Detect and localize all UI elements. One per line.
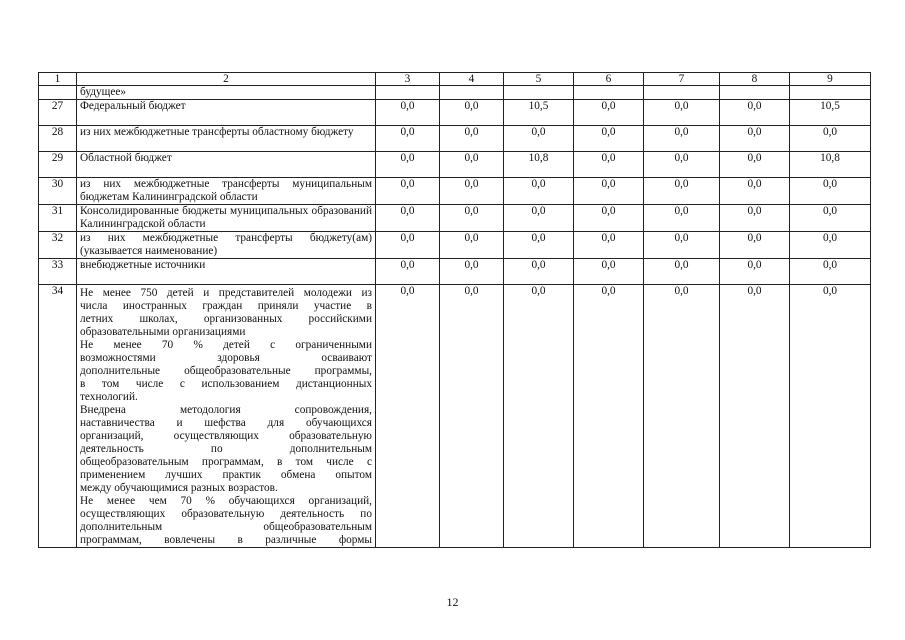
description-line: Внедрена методология сопровождения,: [80, 404, 372, 416]
row-value: 0,0: [504, 259, 574, 285]
column-header: 6: [574, 73, 644, 86]
row-value: 0,0: [574, 126, 644, 152]
row-value: 0,0: [720, 259, 790, 285]
column-header: 4: [440, 73, 504, 86]
description-line: осуществляющих образовательную деятельность по: [80, 508, 372, 520]
row-value: 0,0: [574, 232, 644, 259]
description-line: в том числе с использованием дистанционных: [80, 378, 372, 390]
row-value: 0,0: [644, 178, 720, 205]
row-value: 10,8: [790, 152, 871, 178]
row-value: 0,0: [504, 178, 574, 205]
row-value: [790, 86, 871, 100]
row-value: 0,0: [644, 100, 720, 126]
row-value: 0,0: [376, 100, 440, 126]
row-value: 0,0: [574, 152, 644, 178]
row-value: 0,0: [440, 285, 504, 548]
column-header: 1: [39, 73, 77, 86]
row-number: 31: [39, 205, 77, 232]
row-value: [376, 86, 440, 100]
row-value: 0,0: [440, 126, 504, 152]
table-row: [39, 205, 871, 232]
table-row-34: [39, 285, 871, 548]
row-value: 0,0: [720, 152, 790, 178]
row-description: Федеральный бюджет: [77, 100, 376, 126]
column-header: 9: [790, 73, 871, 86]
row-number: 34: [39, 285, 77, 548]
description-line: технологий.: [80, 391, 138, 403]
row-value: 0,0: [720, 126, 790, 152]
description-line: Не менее 750 детей и представителей молодежи из: [80, 287, 372, 299]
description-line: Не менее 70 % детей с ограниченными: [80, 339, 372, 351]
description-line: образовательными организациями: [80, 326, 246, 338]
row-value: 10,5: [790, 100, 871, 126]
row-number: 30: [39, 178, 77, 205]
row-value: 0,0: [376, 178, 440, 205]
description-line: применением лучших практик обмена опытом: [80, 469, 372, 481]
row-value: 0,0: [790, 285, 871, 548]
column-header: 8: [720, 73, 790, 86]
table-row-continued: [39, 86, 871, 100]
row-value: 0,0: [644, 152, 720, 178]
row-value: 10,8: [504, 152, 574, 178]
row-value: 0,0: [720, 285, 790, 548]
page-number: 12: [446, 595, 459, 609]
row-value: 0,0: [644, 259, 720, 285]
row-value: [574, 86, 644, 100]
row-value: 0,0: [790, 259, 871, 285]
description-line: между обучающимися разных возрастов.: [80, 482, 278, 494]
row-value: 0,0: [644, 205, 720, 232]
row-value: 0,0: [644, 126, 720, 152]
row-value: 0,0: [376, 285, 440, 548]
column-header: 2: [77, 73, 376, 86]
table-row: [39, 259, 871, 285]
row-value: 0,0: [504, 285, 574, 548]
row-value: 0,0: [574, 259, 644, 285]
row-description: Областной бюджет: [77, 152, 376, 178]
description-line: общеобразовательным программам, в том числе с: [80, 456, 372, 468]
column-header: 5: [504, 73, 574, 86]
row-number: 33: [39, 259, 77, 285]
description-line: наставничества и шефства для обучающихся: [80, 417, 372, 429]
row-value: 0,0: [790, 205, 871, 232]
row-value: 0,0: [644, 232, 720, 259]
row-description: будущее»: [77, 86, 376, 100]
row-description: Консолидированные бюджеты муниципальных образований Калининградской области: [77, 205, 376, 232]
row-value: 0,0: [720, 178, 790, 205]
row-value: 0,0: [376, 152, 440, 178]
description-line: возможностями здоровья осваивают: [80, 352, 372, 364]
row-value: 0,0: [504, 126, 574, 152]
row-value: 0,0: [720, 232, 790, 259]
row-description: из них межбюджетные трансферты бюджету(ам) (указывается наименование): [77, 232, 376, 259]
row-description: [77, 285, 376, 548]
row-value: 0,0: [440, 259, 504, 285]
description-line: программам, вовлечены в различные формы: [80, 534, 372, 546]
row-value: 0,0: [440, 100, 504, 126]
description-line: числа иностранных граждан приняли участие в: [80, 300, 372, 312]
row-value: 0,0: [574, 285, 644, 548]
description-line: деятельность по дополнительным: [80, 443, 372, 455]
table-row: [39, 152, 871, 178]
description-line: Не менее чем 70 % обучающихся организаций,: [80, 495, 372, 507]
row-number: [39, 86, 77, 100]
row-value: 0,0: [504, 232, 574, 259]
row-value: 0,0: [720, 205, 790, 232]
row-value: 0,0: [790, 178, 871, 205]
row-value: 0,0: [790, 126, 871, 152]
row-value: 0,0: [440, 205, 504, 232]
column-header: 3: [376, 73, 440, 86]
budget-table: [38, 72, 871, 548]
table-row: [39, 178, 871, 205]
table-row: [39, 126, 871, 152]
row-number: 28: [39, 126, 77, 152]
description-line: дополнительным общеобразовательным: [80, 521, 372, 533]
row-value: 0,0: [440, 232, 504, 259]
row-value: [440, 86, 504, 100]
row-value: 0,0: [376, 232, 440, 259]
row-value: 0,0: [720, 100, 790, 126]
table-header-row: [39, 73, 871, 86]
row-value: 0,0: [440, 152, 504, 178]
description-line: дополнительные общеобразовательные программы,: [80, 365, 372, 377]
row-value: [644, 86, 720, 100]
row-value: 0,0: [504, 205, 574, 232]
row-number: 27: [39, 100, 77, 126]
row-value: [504, 86, 574, 100]
row-value: 0,0: [376, 205, 440, 232]
table-row: [39, 232, 871, 259]
row-description: внебюджетные источники: [77, 259, 376, 285]
column-header: 7: [644, 73, 720, 86]
row-value: 0,0: [574, 100, 644, 126]
row-number: 32: [39, 232, 77, 259]
row-value: 0,0: [440, 178, 504, 205]
row-value: 0,0: [376, 126, 440, 152]
row-value: 10,5: [504, 100, 574, 126]
table-row: [39, 100, 871, 126]
row-value: 0,0: [574, 178, 644, 205]
row-value: 0,0: [574, 205, 644, 232]
row-number: 29: [39, 152, 77, 178]
description-line: организаций, осуществляющих образовательную: [80, 430, 372, 442]
row-value: 0,0: [790, 232, 871, 259]
row-value: 0,0: [376, 259, 440, 285]
row-value: 0,0: [644, 285, 720, 548]
row-value: [720, 86, 790, 100]
row-description: из них межбюджетные трансферты областному бюджету: [77, 126, 376, 152]
row-description: из них межбюджетные трансферты муниципальным бюджетам Калининградской области: [77, 178, 376, 205]
description-lines: [80, 287, 372, 547]
description-line: летних школах, организованных российскими: [80, 313, 372, 325]
